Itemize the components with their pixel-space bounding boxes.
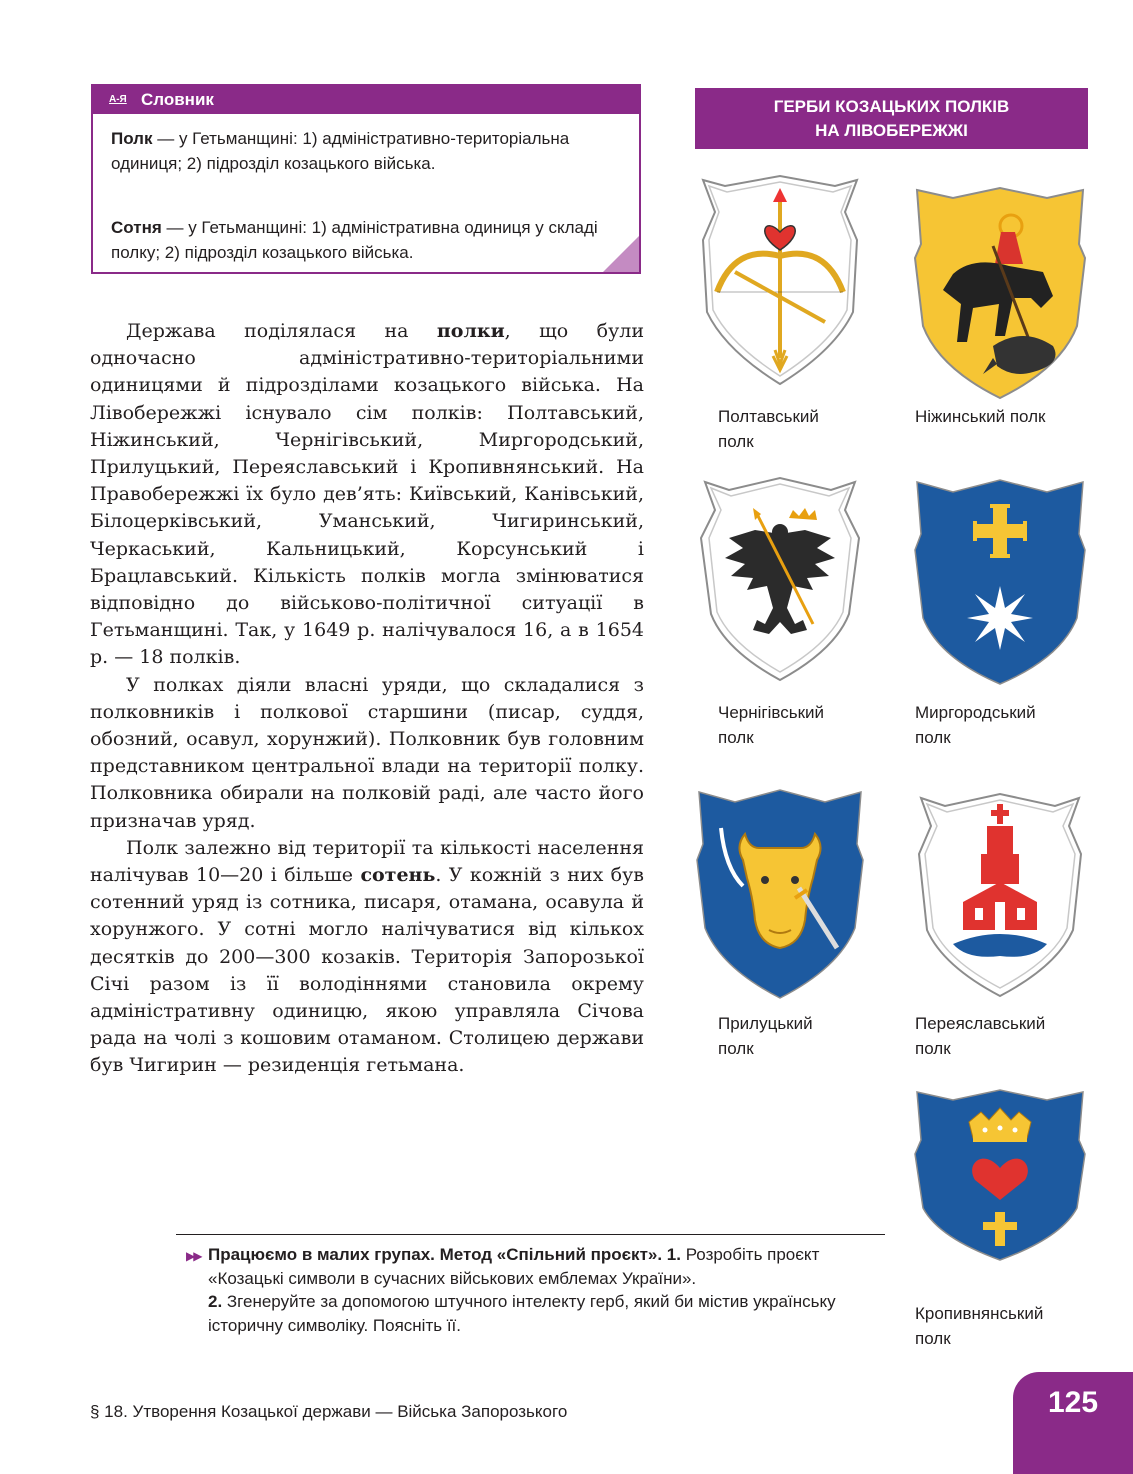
coats-heading — [695, 88, 1088, 149]
caption-line: полк — [915, 728, 951, 747]
coats-heading-line: НА ЛІВОБЕРЕЖЖІ — [815, 121, 968, 140]
caption-line: Чернігівський — [718, 703, 825, 722]
caption-line: Переяславський — [915, 1014, 1046, 1033]
task-divider — [176, 1234, 885, 1235]
task-sentence: Згенеруйте за допомогою штучного інтелекту герб, який би містив українську історичну символіку. Поясніть її. — [208, 1292, 836, 1335]
double-arrow-icon: ▶▶ — [186, 1249, 201, 1263]
bold-term: сотень — [360, 864, 436, 887]
coat-caption-nizhyn — [915, 404, 1045, 429]
dictionary-header — [93, 86, 639, 114]
caption-line: полк — [718, 1039, 754, 1058]
page-number: 125 — [1047, 1386, 1099, 1419]
coat-caption-pryluky — [718, 1011, 813, 1061]
black-eagle-icon — [695, 474, 865, 684]
paragraph: У полках діяли власні уряди, що складалися з полковників і полкової старшини (писар, суддя, обозний, осавул, хорунжий). Полковник був головним представником центральної влади на території полку. Полковника обирали на полковій раді, але часто його призначав уряд. — [90, 673, 644, 832]
page-number-tab — [1013, 1372, 1133, 1474]
caption-line: полк — [915, 1039, 951, 1058]
task-bold: Працюємо в малих групах. Метод «Спільний проєкт». 1. — [208, 1245, 681, 1264]
dictionary-entry — [111, 215, 617, 265]
coats-heading-line: ГЕРБИ КОЗАЦЬКИХ ПОЛКІВ — [773, 97, 1010, 116]
paragraph-text: Держава поділялася на — [126, 320, 437, 342]
page-corner-decoration — [603, 236, 639, 272]
coat-caption-kropyvna — [915, 1301, 1043, 1351]
paragraph — [90, 835, 644, 1080]
coat-caption-pereiaslav — [915, 1011, 1045, 1061]
task-sentence: Розробіть проєкт «Козацькі символи в сучасних військових емблемах України». — [208, 1245, 820, 1288]
caption-line: полк — [915, 1329, 951, 1348]
paragraph-text: . У кожній з них був сотенний уряд із сотника, писаря, отамана, осавула й хорунжого. У сотні могло налічуватися від кількох десятків до 200—300 козаків. Територія Запорозької Січі разом із її володіннями становила окрему адміністративну одиницю, якою управляла Січова рада на чолі з кошовим отаманом. Столицею держави був Чигирин — резиденція гетьмана. — [90, 864, 644, 1077]
caption-line: Ніжинський полк — [915, 407, 1046, 426]
caption-line: Прилуцький — [718, 1014, 813, 1033]
crown-heart-cross-icon — [913, 1088, 1087, 1262]
caption-line: Кропивнянський — [915, 1304, 1044, 1323]
caption-line: Миргородський — [915, 703, 1036, 722]
coat-caption-myrhorod — [915, 700, 1036, 750]
dictionary-definition: — у Гетьманщині: 1) адміністративна одиниця у складі полку; 2) підрозділ козацького війська. — [111, 218, 598, 262]
task-text — [208, 1243, 878, 1337]
bold-term: полки — [436, 320, 505, 342]
task-bold: 2. — [208, 1292, 223, 1311]
paragraph-text: , що були одночасно адміністративно-територіальними одиницями й підрозділами козацького війська. На Лівобережжі існувало сім полків: Полтавський, Ніжинський, Чернігівський, Миргородський, Прилуцький, Переяславський і Кропивнянський. На Правобережжі їх було дев’ять: Київський, Канівський, Білоцерківський, Уманський, Чигиринський, Черкаський, Кальницький, Корсунський і Брацлавський. Кількість полків могла змінюватися відповідно до військово-політичної ситуації в Гетьманщині. Так, у 1649 р. налічувалося 16, а в 1654 р. — 18 полків. — [90, 320, 644, 669]
st-george-dragon-icon — [913, 186, 1087, 402]
dictionary-definition: — у Гетьманщині: 1) адміністративно-територіальна одиниця; 2) підрозділ козацького війська. — [111, 129, 570, 173]
caption-line: полк — [718, 728, 754, 747]
dictionary-term: Сотня — [111, 218, 162, 237]
coat-caption-chernihiv — [718, 700, 824, 750]
coat-caption-poltava — [718, 404, 819, 454]
main-text — [90, 318, 644, 1080]
dictionary-icon: А-Я — [109, 94, 127, 105]
heart-bow-arrow-icon — [695, 172, 865, 390]
bull-head-icon — [695, 788, 865, 1002]
paragraph — [90, 318, 644, 672]
dictionary-box — [91, 84, 641, 274]
caption-line: полк — [718, 432, 754, 451]
cross-and-star-icon — [913, 478, 1087, 688]
paragraph-text: Полк залежно від території та кількості населення налічував 10—20 і більше — [90, 836, 644, 887]
red-church-icon — [913, 790, 1087, 1000]
dictionary-entry — [111, 126, 617, 176]
caption-line: Полтавський — [718, 407, 819, 426]
footer-section-title: § 18. Утворення Козацької держави — Війська Запорозького — [90, 1402, 568, 1421]
dictionary-term: Полк — [111, 129, 153, 148]
dictionary-title: Словник — [141, 90, 214, 109]
